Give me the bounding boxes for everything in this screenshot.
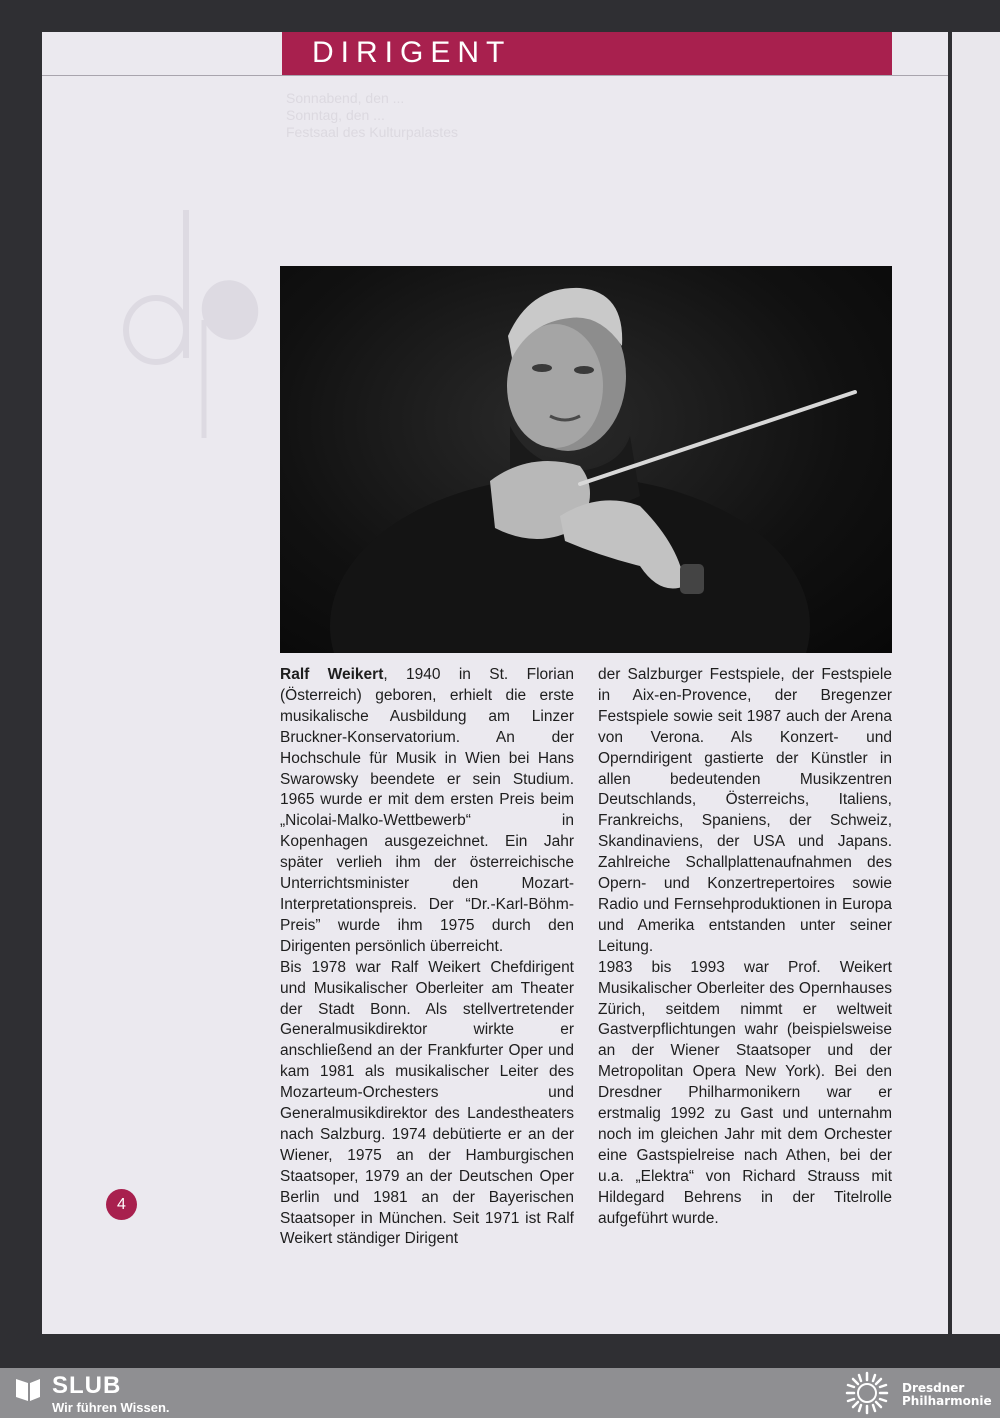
- music-note-watermark-icon: [118, 200, 268, 440]
- ghost-line: Sonnabend, den ...: [286, 90, 405, 106]
- header-rule: [42, 75, 948, 76]
- page-number-badge: 4: [106, 1189, 137, 1220]
- orchestra-name: [902, 1382, 992, 1408]
- conductor-figure-icon: [280, 266, 892, 653]
- adjacent-page-edge: [952, 32, 1000, 1334]
- slub-book-icon: [14, 1375, 42, 1403]
- bio-paragraph-2: Bis 1978 war Ralf Weikert Chefdirigent und Musikalischer Oberleiter am Theater der Stadt Bonn. Als stellvertretender Generalmusikdirektor wirkte er anschließend an der Frankfurter Oper und kam 1981 als musikalischer Leiter des Mozarteum-Orchesters und Generalmusikdirektor des Landestheaters nach Salzburg. 1974 debütierte er an der Wiener, 1975 an der Hamburgischen Staatsoper, 1979 an der Deutschen Oper Berlin und 1981 an der Bayerischen Staatsoper in München. Seit 1971 ist Ralf Weikert ständiger Dirigent: [280, 958, 574, 1248]
- section-title: DIRIGENT: [312, 36, 512, 69]
- bio-paragraph-3: der Salzburger Festspiele, der Festspiele in Aix-en-Provence, der Bregenzer Festspiele sowie seit 1987 auch der Arena von Verona. Als Konzert- und Operndirigent gastierte der Künstler in allen bedeutenden Musikzentren Deutschlands, Österreichs, Italiens, Frankreichs, Spaniens, der Schweiz, Skandinaviens, der USA und Japans. Zahlreiche Schallplattenaufnahmen des Opern- und Konzertrepertoires sowie Radio und Fernsehproduktionen in Europa und Amerika entstanden unter seiner Leitung.: [598, 666, 892, 955]
- bio-intro-text: , 1940 in St. Florian (Österreich) geboren, erhielt die erste musikalische Ausbildung am Linzer Bruckner-Konservatorium. An der Hochschule für Musik in Wien bei Hans Swarowsky beendete er sein Studium. 1965 wurde er mit dem ersten Preis beim „Nicolai-Malko-Wettbewerb“ in Kopenhagen ausgezeichnet. Ein Jahr später verlieh ihm der österreichische Unterrichtsminister den Mozart-Interpretationspreis. Der “Dr.-Karl-Böhm-Preis” wurde ihm 1975 durch den Dirigenten persönlich überreicht.: [280, 666, 574, 955]
- orchestra-name-line-1: Dresdner: [902, 1381, 965, 1395]
- bio-paragraph-1: [280, 665, 574, 958]
- conductor-name: Ralf Weikert: [280, 666, 384, 683]
- bio-column-left: [280, 665, 574, 1250]
- bio-paragraph-4: 1983 bis 1993 war Prof. Weikert Musikalischer Oberleiter des Opernhauses Zürich, seitdem nimmt er weltweit Gastverpflichtungen wahr (beispielsweise an der Wiener Staatsoper und der Metropolitan Opera New York). Bei den Dresdner Philharmonikern war er erstmalig 1992 zu Gast und unternahm noch im gleichen Jahr mit dem Orchester eine Gastspielreise nach Athen, bei der u.a. „Elektra“ von Richard Strauss mit Hildegard Behrens in der Titelrolle aufgeführt wurde.: [598, 958, 892, 1227]
- library-name: SLUB: [52, 1372, 122, 1399]
- orchestra-name-line-2: Philharmonie: [902, 1394, 992, 1408]
- bio-column-right: [598, 665, 892, 1229]
- show-through-text: [286, 90, 586, 141]
- ghost-line: Festsaal des Kulturpalastes: [286, 124, 458, 140]
- conductor-photo: [280, 266, 892, 653]
- dresdner-philharmonie-logo-icon: [842, 1370, 892, 1416]
- ghost-line: Sonntag, den ...: [286, 107, 385, 123]
- library-tagline: Wir führen Wissen.: [52, 1400, 170, 1415]
